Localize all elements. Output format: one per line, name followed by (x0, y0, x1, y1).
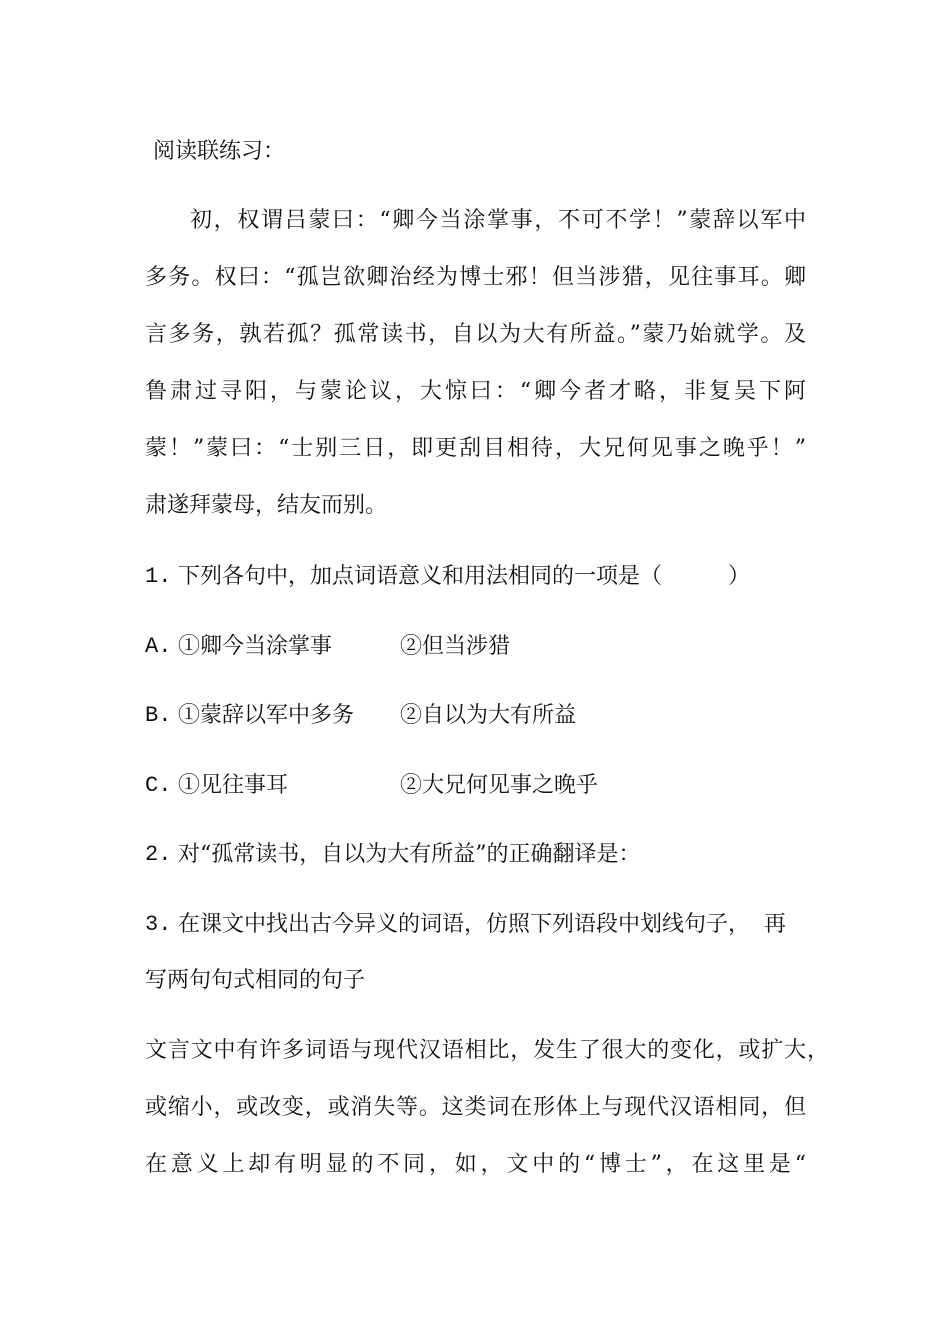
option-second: ②但当涉猎 (400, 634, 511, 659)
passage-line: 肃遂拜蒙母，结友而别。 (145, 493, 388, 518)
explanation-line: 在意义上却有明显的不同，如，文中的“博士”，在这里是“ (145, 1152, 806, 1177)
option-first: ①蒙辞以军中多务 (178, 703, 355, 728)
question-text: 在课文中找出古今异义的词语，仿照下列语段中划线句子， 再 (178, 912, 786, 937)
passage-line: 初，权谓吕蒙曰：“卿今当涂掌事，不可不学！”蒙辞以军中 (190, 208, 806, 233)
question-number: 1. (145, 564, 172, 589)
option-letter: C. (145, 773, 172, 798)
passage-line: 蒙！”蒙曰：“士别三日，即更刮目相待，大兄何见事之晚乎！” (145, 436, 806, 461)
question-text-continued: 写两句句式相同的句子 (145, 968, 366, 993)
question-text: 下列各句中，加点词语意义和用法相同的一项是（ ） (178, 564, 751, 589)
section-heading: 阅读联练习： (153, 139, 286, 164)
option-second: ②大兄何见事之晚乎 (400, 773, 599, 798)
passage-line: 言多务，孰若孤？孤常读书，自以为大有所益。”蒙乃始就学。及 (145, 322, 806, 347)
option-letter: B. (145, 703, 172, 728)
option-first: ①卿今当涂掌事 (178, 634, 333, 659)
explanation-line: 文言文中有许多词语与现代汉语相比，发生了很大的变化，或扩大， (145, 1038, 829, 1063)
passage-line: 鲁肃过寻阳，与蒙论议，大惊曰：“卿今者才略，非复吴下阿 (145, 379, 806, 404)
question-number: 2. (145, 842, 172, 867)
question-number: 3. (145, 912, 172, 937)
passage-line: 多务。权曰：“孤岂欲卿治经为博士邪！但当涉猎，见往事耳。卿 (145, 265, 806, 290)
option-second: ②自以为大有所益 (400, 703, 577, 728)
option-first: ①见往事耳 (178, 773, 289, 798)
option-letter: A. (145, 634, 172, 659)
explanation-line: 或缩小，或改变，或消失等。这类词在形体上与现代汉语相同，但 (145, 1095, 806, 1120)
question-text: 对“孤常读书，自以为大有所益”的正确翻译是： (178, 842, 641, 867)
